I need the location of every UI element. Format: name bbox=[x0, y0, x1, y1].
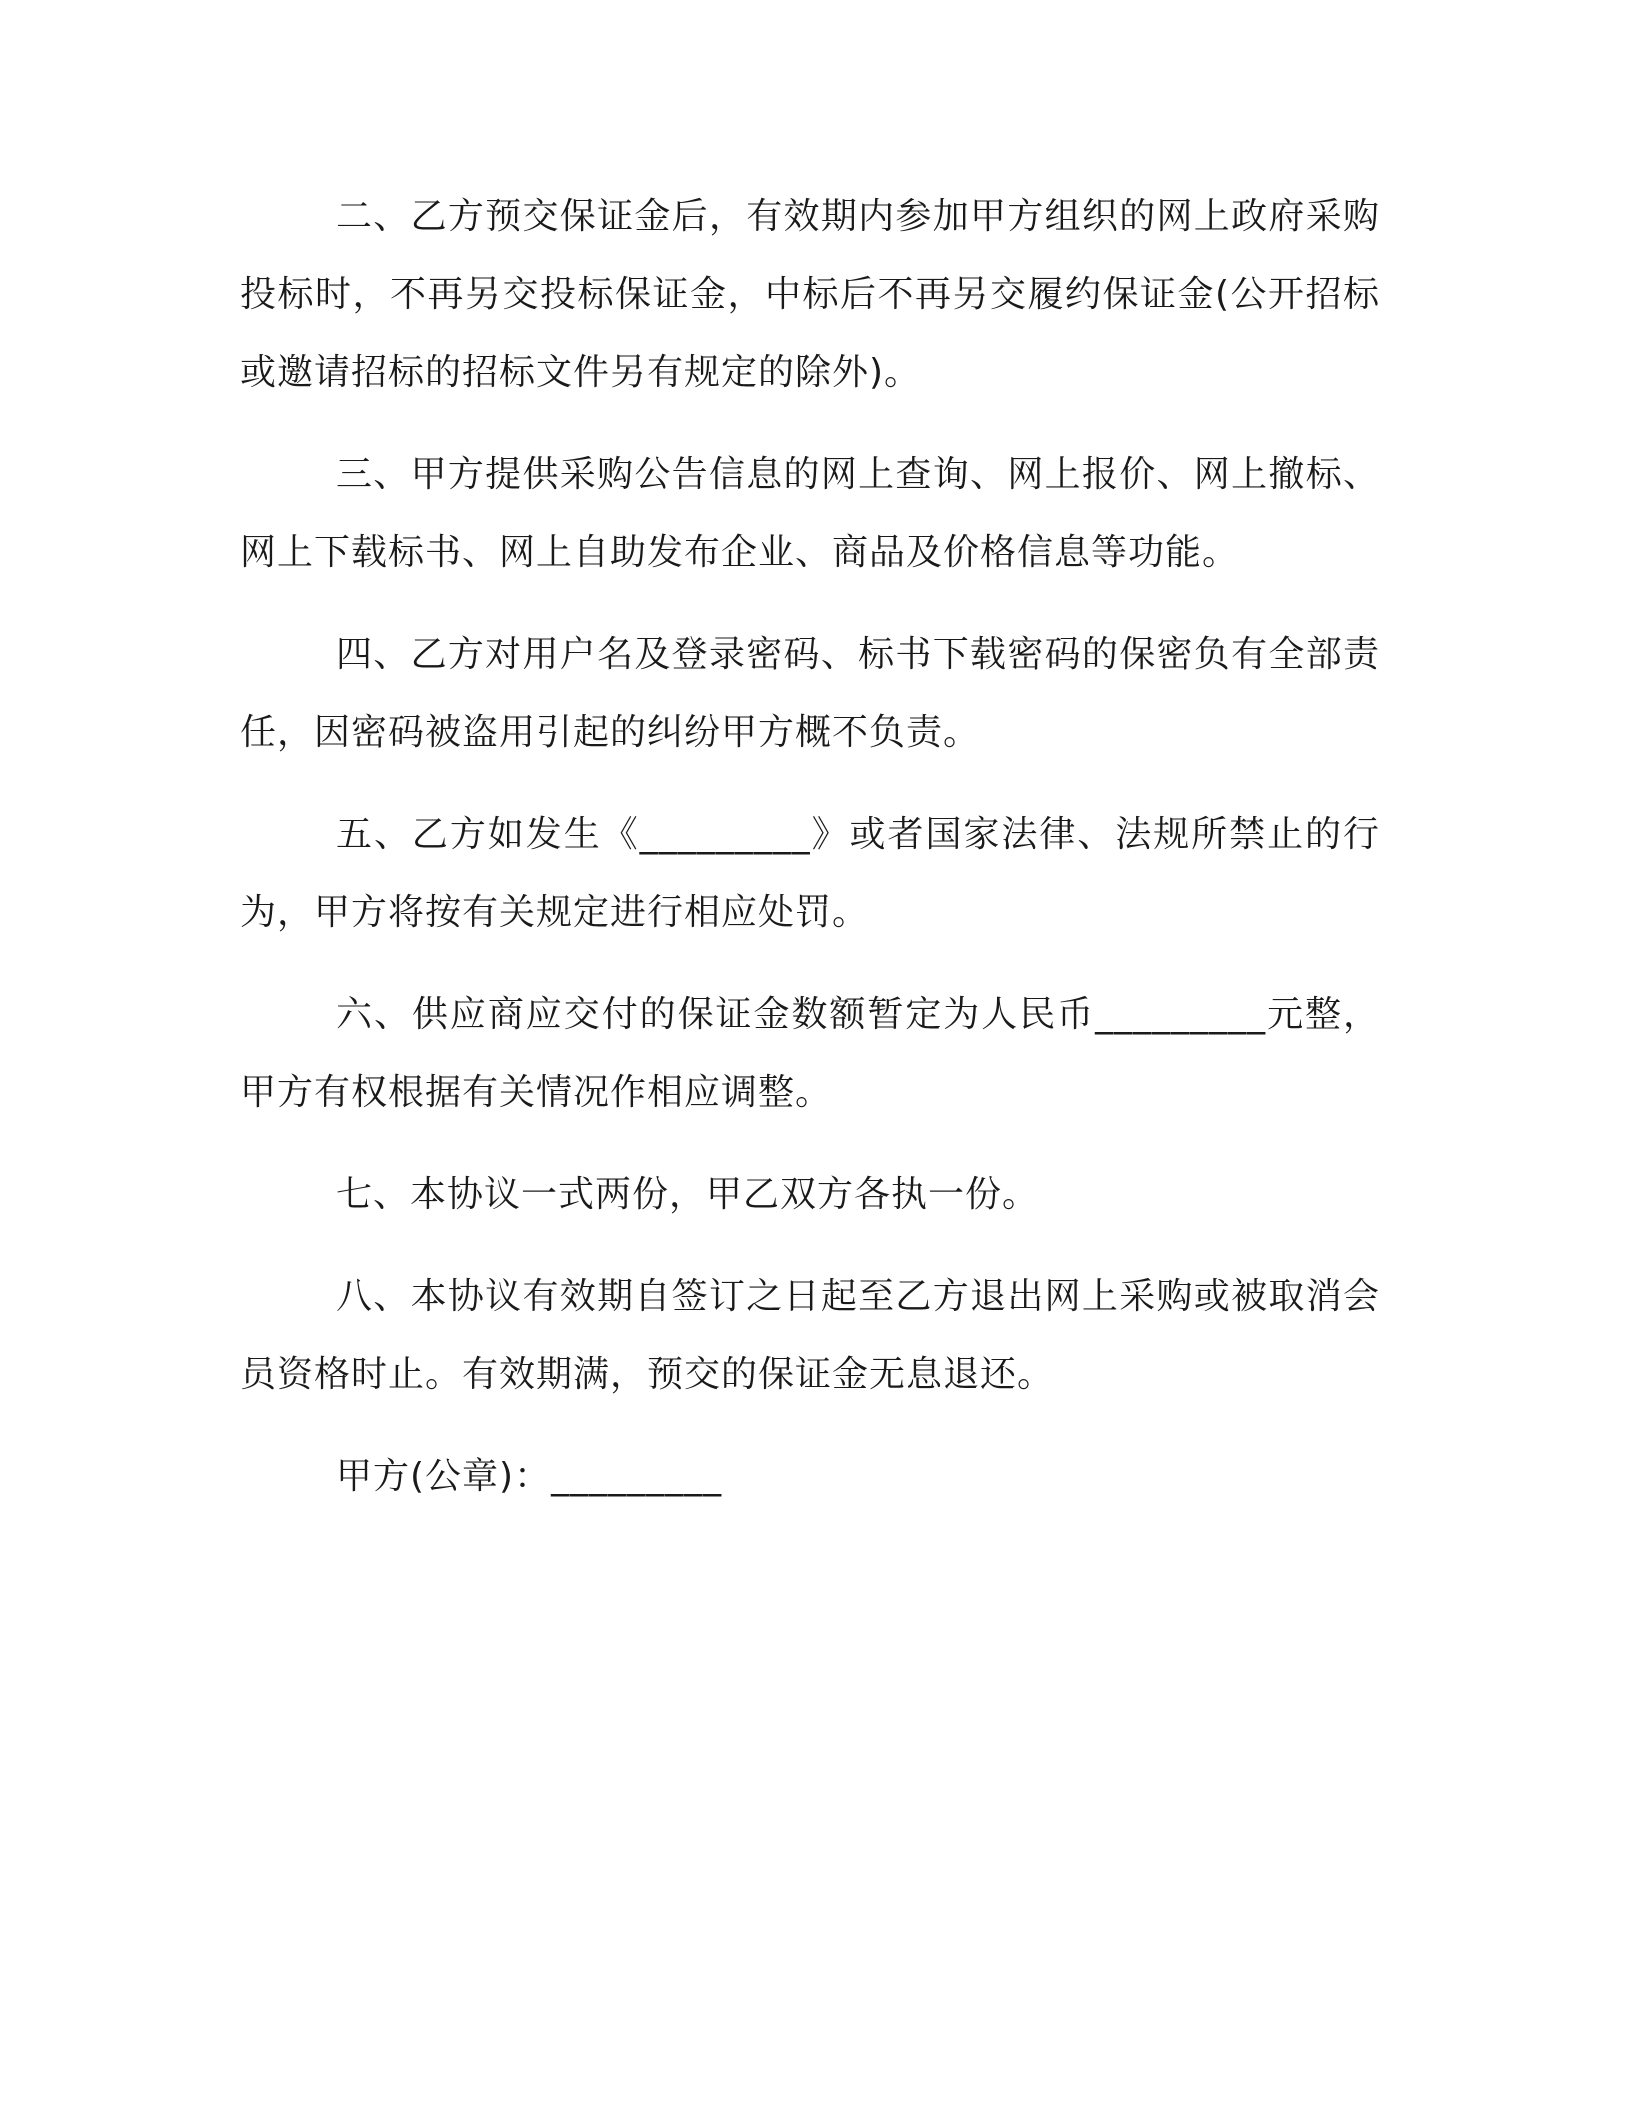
clause-2: 二、乙方预交保证金后，有效期内参加甲方组织的网上政府采购投标时，不再另交投标保证金，中标后不再另交履约保证金(公开招标或邀请招标的招标文件另有规定的除外)。 bbox=[240, 196, 1380, 393]
clause-7: 七、本协议一式两份，甲乙双方各执一份。 bbox=[336, 1174, 1040, 1215]
party-a-signature-line: 甲方(公章)：_________ bbox=[336, 1456, 723, 1497]
clause-3: 三、甲方提供采购公告信息的网上查询、网上报价、网上撤标、网上下载标书、网上自助发布企业、商品及价格信息等功能。 bbox=[240, 454, 1380, 573]
clause-4: 四、乙方对用户名及登录密码、标书下载密码的保密负有全部责任，因密码被盗用引起的纠纷甲方概不负责。 bbox=[240, 634, 1380, 753]
clause-6: 六、供应商应交付的保证金数额暂定为人民币_________元整，甲方有权根据有关情况作相应调整。 bbox=[240, 994, 1380, 1113]
document-page bbox=[240, 178, 1380, 1552]
clause-8: 八、本协议有效期自签订之日起至乙方退出网上采购或被取消会员资格时止。有效期满，预交的保证金无息退还。 bbox=[240, 1276, 1380, 1395]
clause-5: 五、乙方如发生《_________》或者国家法律、法规所禁止的行为，甲方将按有关规定进行相应处罚。 bbox=[240, 814, 1380, 933]
